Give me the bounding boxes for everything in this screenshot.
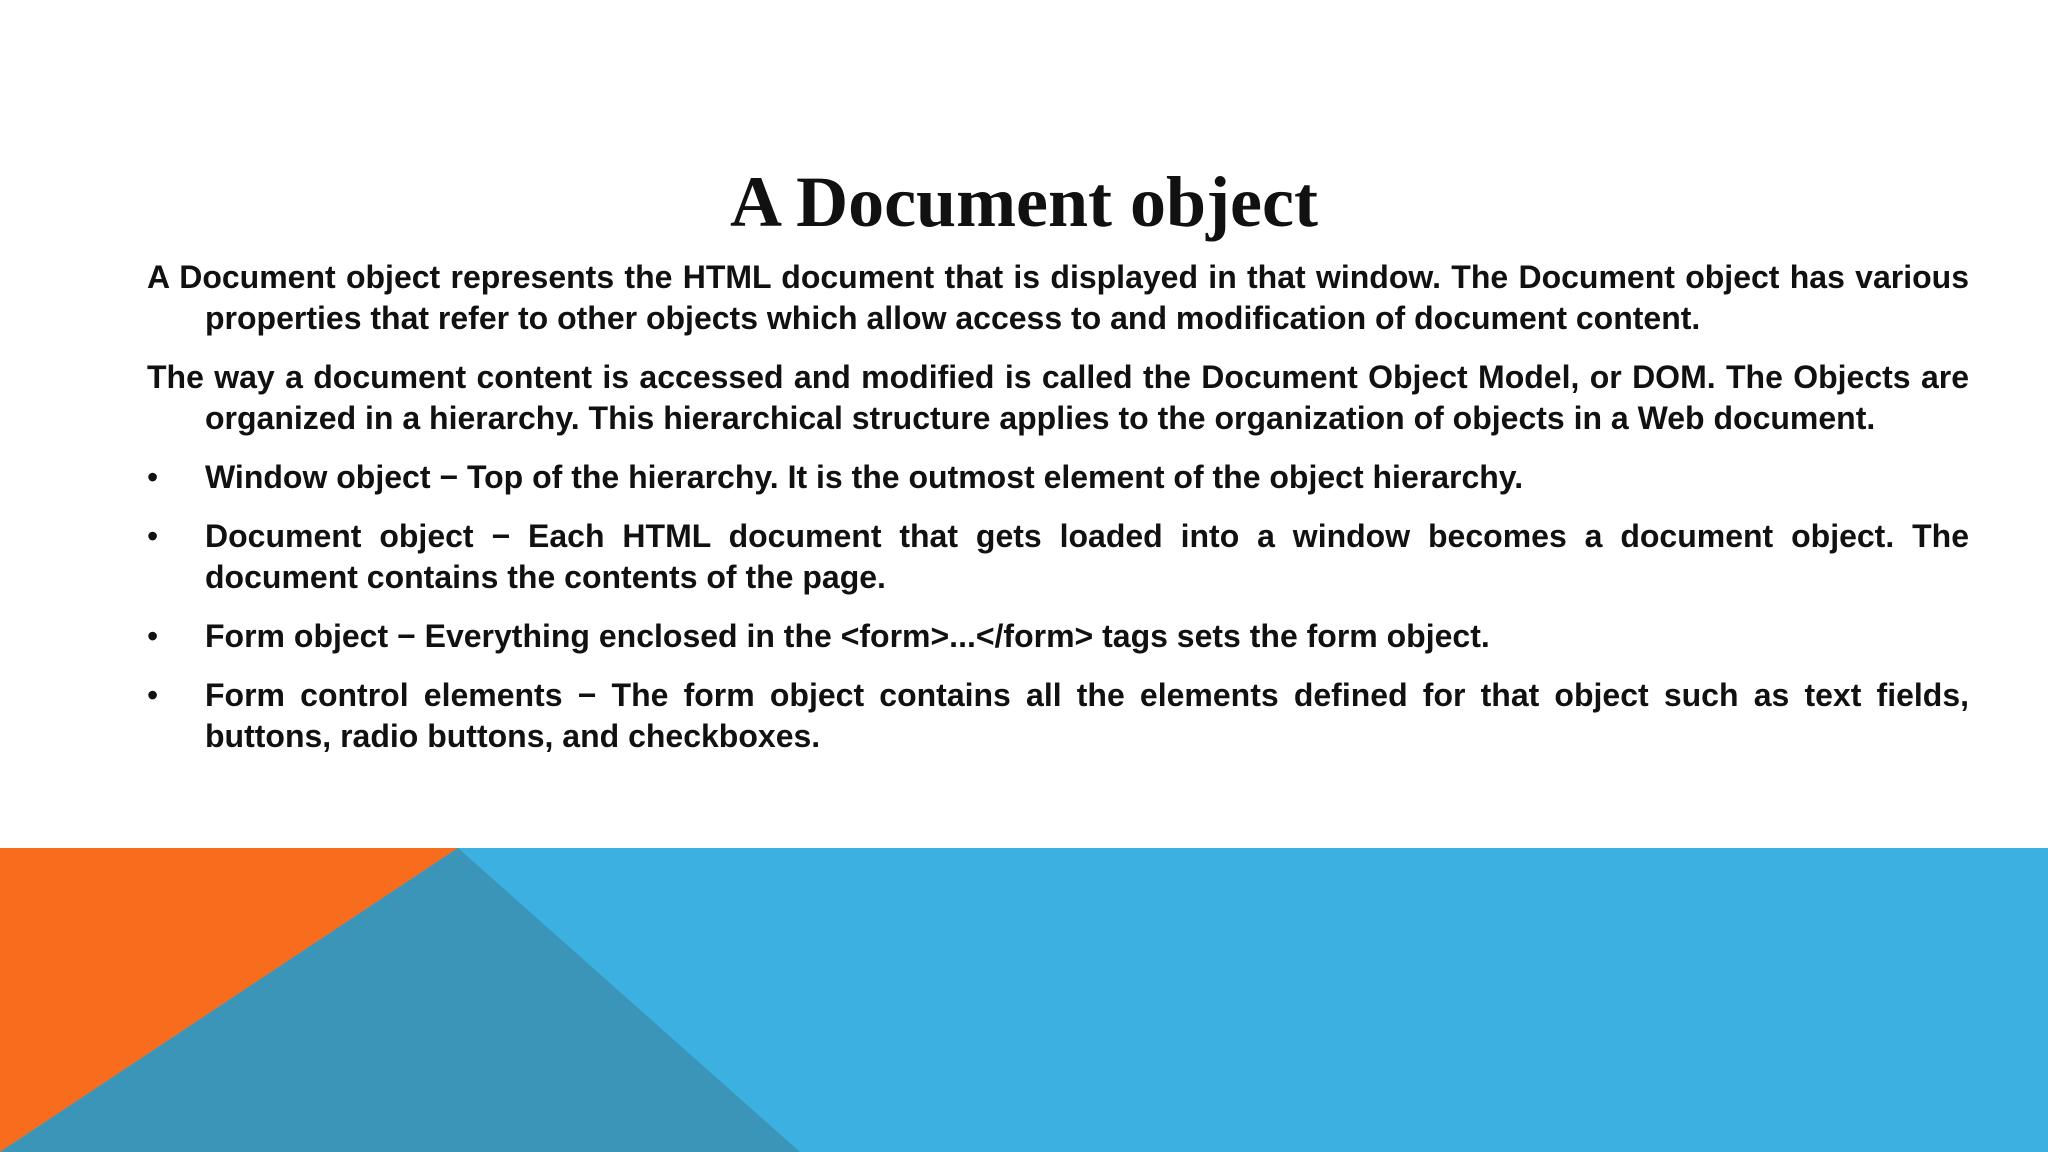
bullet-item-window-object <box>147 457 1969 498</box>
bullet-text: Document object − Each HTML document that gets loaded into a window becomes a document object. The document contains the contents of the page. <box>205 518 1969 595</box>
bullet-icon: • <box>147 459 159 495</box>
paragraph-dom: The way a document content is accessed and modified is called the Document Object Model, or DOM. The Objects are organized in a hierarchy. This hierarchical structure applies to the organization of objects in a Web document. <box>147 359 1969 436</box>
bullet-icon: • <box>147 518 159 554</box>
bullet-icon: • <box>147 677 159 713</box>
bullet-text: Form object − Everything enclosed in the <form>...</form> tags sets the form object. <box>205 618 1490 654</box>
decorative-footer-band <box>0 848 2048 1152</box>
slide-title: A Document object <box>730 162 1318 242</box>
bullet-text: Form control elements − The form object contains all the elements defined for that object such as text fields, buttons, radio buttons, and checkboxes. <box>205 677 1969 754</box>
bullet-icon: • <box>147 618 159 654</box>
bullet-item-form-object <box>147 616 1969 657</box>
bullet-item-form-control-elements <box>147 675 1969 757</box>
paragraph-document-object: A Document object represents the HTML document that is displayed in that window. The Document object has various properties that refer to other objects which allow access to and modification of document content. <box>147 259 1969 336</box>
bullet-text: Window object − Top of the hierarchy. It is the outmost element of the object hierarchy. <box>205 459 1524 495</box>
bullet-item-document-object <box>147 516 1969 598</box>
slide-body <box>147 257 1969 775</box>
